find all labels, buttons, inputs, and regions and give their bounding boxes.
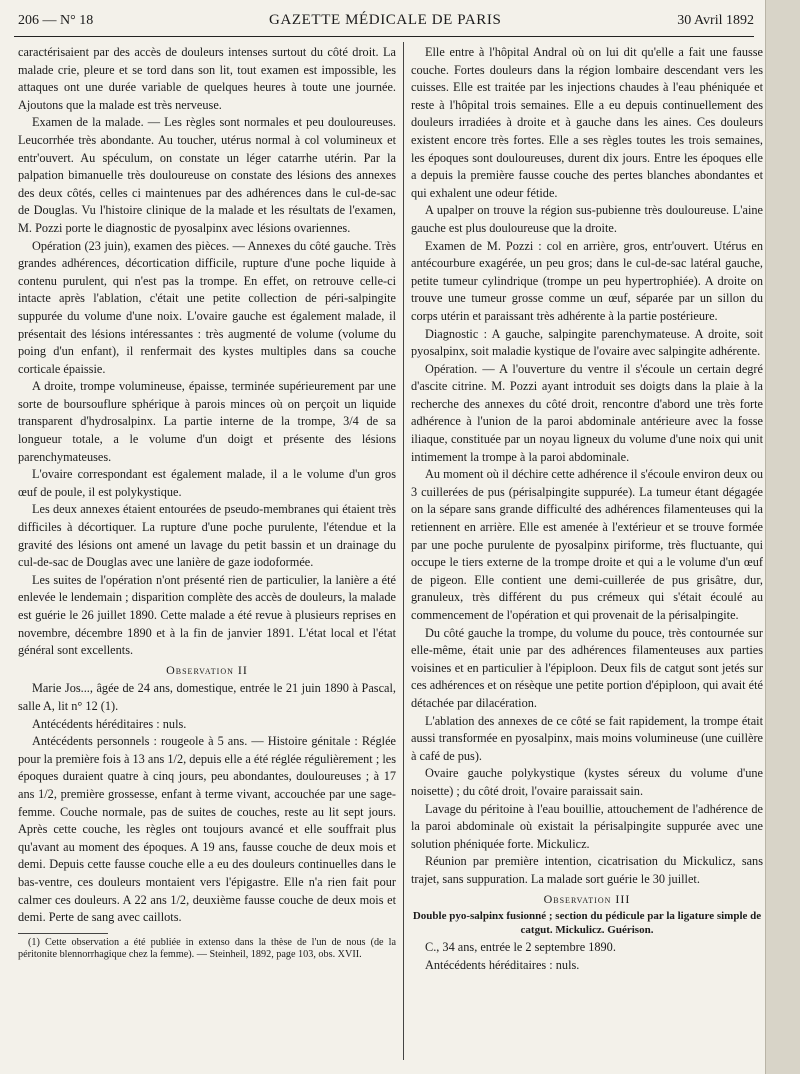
paragraph: Au moment où il déchire cette adhérence il s'écoule environ deux ou 3 cuillerées de pus (périsalpingite suppurée). La tumeur étant dégagée on la sépare sans grande difficulté des adhérences filamenteuses qui la retiennent en arrière. Elle est amenée à l'extérieur et se trouve formée par une poche purulente de pyosalpinx piriforme, très fluctuante, qui occupe le tiers externe de la trompe droite et qui a le volume d'un œuf de pigeon. Elle contient une demi-cuillerée de pus grisâtre, dur, granuleux, très différent du pus crémeux qui s'était écoulé au commencement de l'opération et qui provenait de la périsalpingite. (411, 467, 763, 622)
paragraph: Examen de la malade. — Les règles sont normales et peu douloureuses. Leucorrhée très abondante. Au toucher, utérus normal à col volumineux et entr'ouvert. Au spéculum, on constate un léger catarrhe utérin. Par la palpation bimanuelle très douloureuse on constate des lésions des annexes des deux côtés, celles ci maintenues par des adhérences dans le cul-de-sac de Douglas. Vu l'histoire clinique de la malade et les résultats de l'examen, M. Pozzi porte le diagnostic de pyosalpinx avec lésions ovariennes. (18, 115, 396, 235)
paragraph: Lavage du péritoine à l'eau bouillie, attouchement de l'adhérence de la paroi abdominale où existait la périsalpingite suppurée avec une solution phéniquée forte. Mickulicz. (411, 801, 763, 851)
paragraph: Du côté gauche la trompe, du volume du pouce, très contournée sur elle-même, était unie par des adhérences filamenteuses aux parties voisines et en particulier à l'épiploon. Deux fils de catgut sont jetés sur ces adhérences et on résèque une petite portion d'épiploon, qui avait été détachée par dilacération. (411, 625, 763, 710)
journal-title: GAZETTE MÉDICALE DE PARIS (269, 12, 502, 28)
paragraph: caractérisaient par des accès de douleurs intenses surtout du côté droit. La malade crie, pleure et se tord dans son lit, tout examen est impossible, les attaques ont une durée variable de quelques heures à toute une journée. Ajoutons que la malade est très nerveuse. (18, 45, 396, 112)
section-heading: Observation II (166, 662, 248, 677)
paragraph: L'ovaire correspondant est également malade, il a le volume d'un gros œuf de poule, il est polykystique. (18, 467, 396, 499)
paragraph: Elle entre à l'hôpital Andral où on lui dit qu'elle a fait une fausse couche. Fortes douleurs dans la région lombaire descendant vers les cuisses. Elle est traitée par les injections chaudes à l'eau phéniquée et reste à l'hôpital trois semaines. Elle a eu depuis continuellement des douleurs irradiées à droite et à gauche dans les aines. Ces douleurs existent encore très fortes. Elle a ses règles toutes les trois semaines, les époques sont douloureuses, durent dix jours. Entre les époques elle a depuis la première fausse couche des pertes blanches abondantes et qui exhalent une odeur fétide. (411, 45, 763, 200)
header-rule (14, 36, 754, 37)
paragraph: Ovaire gauche polykystique (kystes séreux du volume d'une noisette) ; du côté droit, l'ovaire paraissait sain. (411, 766, 763, 798)
paragraph: L'ablation des annexes de ce côté se fait rapidement, la trompe était aussi transformée en pyosalpinx, mais moins volumineuse (une cuillère à café de pus). (411, 713, 763, 763)
paragraph: Opération. — A l'ouverture du ventre il s'écoule un certain degré d'ascite citrine. M. Pozzi ayant introduit ses doigts dans la plaie à la recherche des annexes du côté droit, rencontre d'abord une très forte adhérence à l'union de la paroi abdominale antérieure avec la fosse iliaque, constituée par un noyau ligneux du volume d'une noix qui unit intimement la trompe à la paroi abdominale. (411, 361, 763, 464)
paragraph: Examen de M. Pozzi : col en arrière, gros, entr'ouvert. Utérus en antécourbure exagérée, un peu gros; dans le cul-de-sac latéral gauche, petite tumeur cylindrique (trompe un peu hypertrophiée). A droite on trouve une tumeur grosse comme un œuf, séparée par un sillon du corps utérin et paraissant très adhérente à la partie postérieure. (411, 238, 763, 323)
paragraph: Diagnostic : A gauche, salpingite parenchymateuse. A droite, soit pyosalpinx, soit maladie kystique de l'ovaire avec salpingite adhérente. (411, 326, 763, 359)
paragraph: Les deux annexes étaient entourées de pseudo-membranes qui étaient très difficiles à décortiquer. La rupture d'une poche purulente, l'étendue et la gravité des lésions ont amené un lavage du petit bassin et un drainage du cul-de-sac de Douglas avec une lanière de gaze iodoformée. (18, 502, 396, 570)
paragraph: A droite, trompe volumineuse, épaisse, terminée supérieurement par une sorte de boursouflure sphérique à parois minces où on perçoit un liquide transparent d'hydrosalpinx. La partie interne de la trompe, 3/4 de sa longueur totale, a le volume d'un doigt et présente des lésions parenchymateuses. (18, 379, 396, 464)
paragraph: Opération (23 juin), examen des pièces. — Annexes du côté gauche. Très grandes adhérences, décortication difficile, rupture d'une poche liquide à contenu purulent, qui n'est pas la trompe. En effet, on retrouve celle-ci intacte après l'ablation, c'était une petite collection de péri-salpingite suppurée du volume d'une noix. L'ovaire gauche est également malade, il présentait des lésions intéressantes : très augmenté de volume (volume du poing d'un enfant), il renfermait des kystes multiples dans sa couche corticale épaissie. (18, 238, 396, 376)
paragraph: Réunion par première intention, cicatrisation du Mickulicz, sans trajet, sans suppuration. La malade sort guérie le 30 juillet. (411, 854, 763, 886)
issue-date: 30 Avril 1892 (677, 13, 754, 28)
column-divider (403, 42, 404, 1060)
paragraph: Antécédents héréditaires : nuls. (32, 716, 187, 731)
paragraph: Marie Jos..., âgée de 24 ans, domestique, entrée le 21 juin 1890 à Pascal, salle A, lit n° 12 (1). (18, 681, 396, 713)
adjacent-page-edge (765, 0, 800, 1074)
section-subtitle: Double pyo-salpinx fusionné ; section du pédicule par la ligature simple de catgut. Mickulicz. Guérison. (412, 910, 762, 937)
paragraph: Antécédents personnels : rougeole à 5 ans. — Histoire génitale : Réglée pour la première fois à 13 ans 1/2, depuis elle a été réglée régulièrement ; les époques duraient quatre à cinq jours, peu abondantes, douloureuses ; à 17 ans 1/2, première grossesse, enfant à terme vivant, accouchée par une sage-femme. Couche normale, pas de suites de couches, reste au lit sept jours. Après cette couche, les règles ont toujours avancé et elle souffrait plus qu'avant au moment des époques. A 19 ans, fausse couche de deux mois et demi. Depuis cette fausse couche elle a eu des douleurs continuelles dans le bas-ventre, ces douleurs montaient vers l'épigastre. Elle n'a rien fait pour calmer ces douleurs. A 22 ans 1/2, deuxième fausse couche de deux mois et demi. Perte de sang avec caillots. (18, 734, 396, 925)
paragraph: A upalper on trouve la région sus-pubienne très douloureuse. L'aine gauche est plus douloureuse que la droite. (411, 203, 763, 235)
paragraph: Les suites de l'opération n'ont présenté rien de particulier, la lanière a été enlevée le lendemain ; disparition complète des accès de douleurs, la malade est guérie le 26 juillet 1890. Cette malade a été revue à plusieurs reprises en novembre, décembre 1890 et à la fin de janvier 1891. L'état local et l'état général sont excellents. (18, 572, 396, 658)
footnote-rule (18, 933, 108, 934)
footnote: (1) Cette observation a été publiée in extenso dans la thèse de l'un de nous (de la péritonite blennorrhagique chez la femme). — Steinheil, 1892, page 103, obs. XVII. (18, 936, 396, 961)
page-header (18, 12, 754, 32)
paragraph: Antécédents héréditaires : nuls. (425, 957, 580, 972)
paragraph: C., 34 ans, entrée le 2 septembre 1890. (425, 940, 616, 955)
right-column (411, 44, 763, 974)
section-heading: Observation III (543, 891, 631, 906)
left-column (18, 44, 396, 962)
page-number: 206 — N° 18 (18, 13, 94, 28)
